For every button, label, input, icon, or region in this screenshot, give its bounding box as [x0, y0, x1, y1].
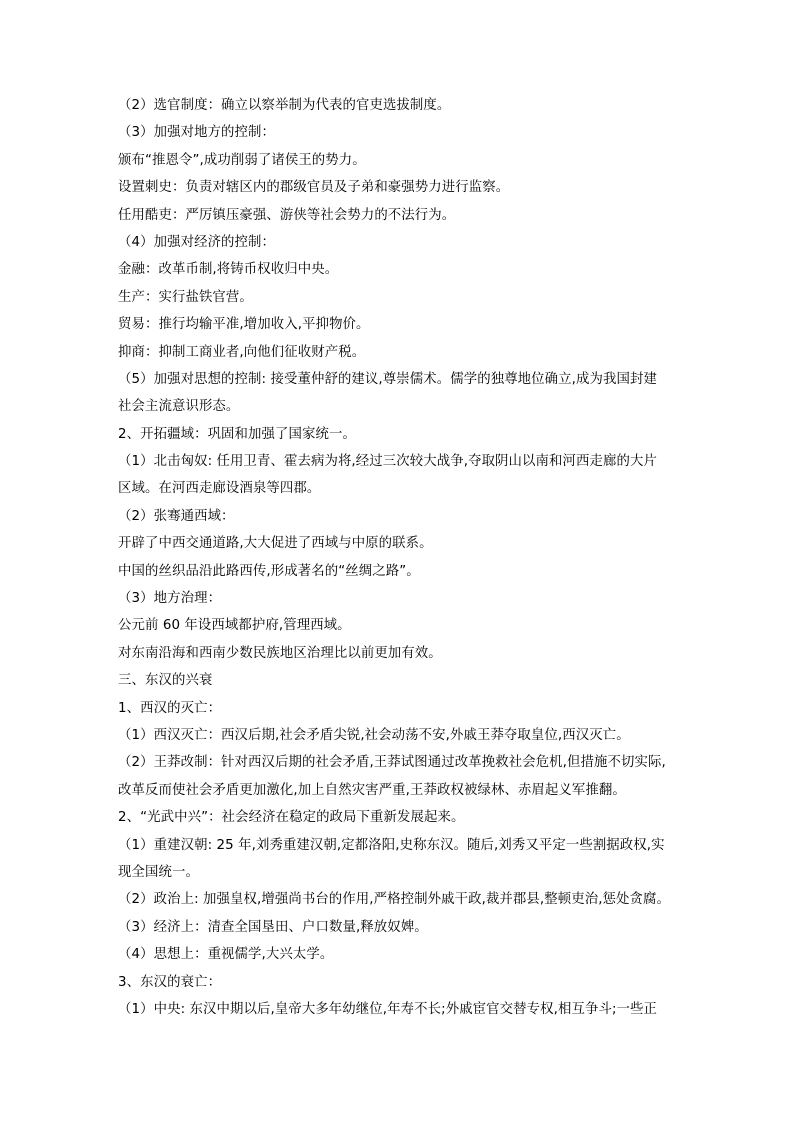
text-line: 区域。在河西走廊设酒泉等四郡。 — [118, 481, 321, 497]
text-line: 任用酷吏：严厉镇压豪强、游侠等社会势力的不法行为。 — [118, 207, 456, 223]
text-line: （2）张骞通西域： — [118, 508, 235, 524]
text-line: 设置刺史：负责对辖区内的郡级官员及子弟和豪强势力进行监察。 — [118, 180, 510, 196]
text-line: 1、西汉的灭亡： — [118, 700, 222, 716]
text-line: 3、东汉的衰亡： — [118, 974, 222, 990]
text-line: （1）西汉灭亡：西汉后期,社会矛盾尖锐,社会动荡不安,外戚王莽夺取皇位,西汉灭亡。 — [118, 727, 630, 743]
text-line: 三、东汉的兴衰 — [118, 673, 213, 689]
text-line: 颁布“推恩令”,成功削弱了诸侯王的势力。 — [118, 152, 366, 168]
text-line: 公元前 60 年设西域都护府,管理西域。 — [118, 618, 351, 634]
text-line: （4）思想上：重视儒学,大兴太学。 — [118, 947, 334, 963]
text-line: 社会主流意识形态。 — [118, 399, 240, 415]
text-line: 对东南沿海和西南少数民族地区治理比以前更加有效。 — [118, 645, 442, 661]
document-body — [118, 92, 684, 1023]
text-line: 2、开拓疆域：巩固和加强了国家统一。 — [118, 426, 356, 442]
text-line: 抑商：抑制工商业者,向他们征收财产税。 — [118, 344, 366, 360]
text-line: 金融：改革币制,将铸币权收归中央。 — [118, 262, 339, 278]
text-line: （1）中央: 东汉中期以后,皇帝大多年幼继位,年寿不长;外戚宦官交替专权,相互争斗;一些正 — [118, 1001, 658, 1017]
text-line: （1）北击匈奴: 任用卫青、霍去病为将,经过三次较大战争,夺取阴山以南和河西走廊的大片 — [118, 454, 657, 470]
text-line: 现全国统一。 — [118, 864, 199, 880]
text-line: 中国的丝织品沿此路西传,形成著名的“丝绸之路”。 — [118, 563, 420, 579]
text-line: （3）加强对地方的控制： — [118, 125, 276, 141]
text-line: （3）地方治理： — [118, 591, 222, 607]
text-line: 开辟了中西交通道路,大大促进了西域与中原的联系。 — [118, 536, 433, 552]
text-line: （2）政治上: 加强皇权,增强尚书台的作用,严格控制外戚干政,裁并郡县,整顿吏治,惩处贪腐。 — [118, 892, 671, 908]
text-line: （3）经济上：清查全国垦田、户口数量,释放奴婢。 — [118, 919, 428, 935]
text-line: 2、“光武中兴”：社会经济在稳定的政局下重新发展起来。 — [118, 810, 465, 826]
text-line: （4）加强对经济的控制： — [118, 234, 276, 250]
text-line: （2）王莽改制：针对西汉后期的社会矛盾,王莽试图通过改革挽救社会危机,但措施不切实际, — [118, 755, 666, 771]
text-line: （2）选官制度：确立以察举制为代表的官吏选拔制度。 — [118, 98, 451, 113]
text-line: （5）加强对思想的控制: 接受董仲舒的建议,尊崇儒术。儒学的独尊地位确立,成为我国封建 — [118, 371, 657, 387]
text-line: （1）重建汉朝: 25 年,刘秀重建汉朝,定都洛阳,史称东汉。随后,刘秀又平定一些割据政权,实 — [118, 837, 665, 853]
text-line: 贸易：推行均输平准,增加收入,平抑物价。 — [118, 317, 370, 333]
text-line: 改革反而使社会矛盾更加激化,加上自然灾害严重,王莽政权被绿林、赤眉起义军推翻。 — [118, 782, 626, 798]
text-line: 生产：实行盐铁官营。 — [118, 289, 253, 305]
